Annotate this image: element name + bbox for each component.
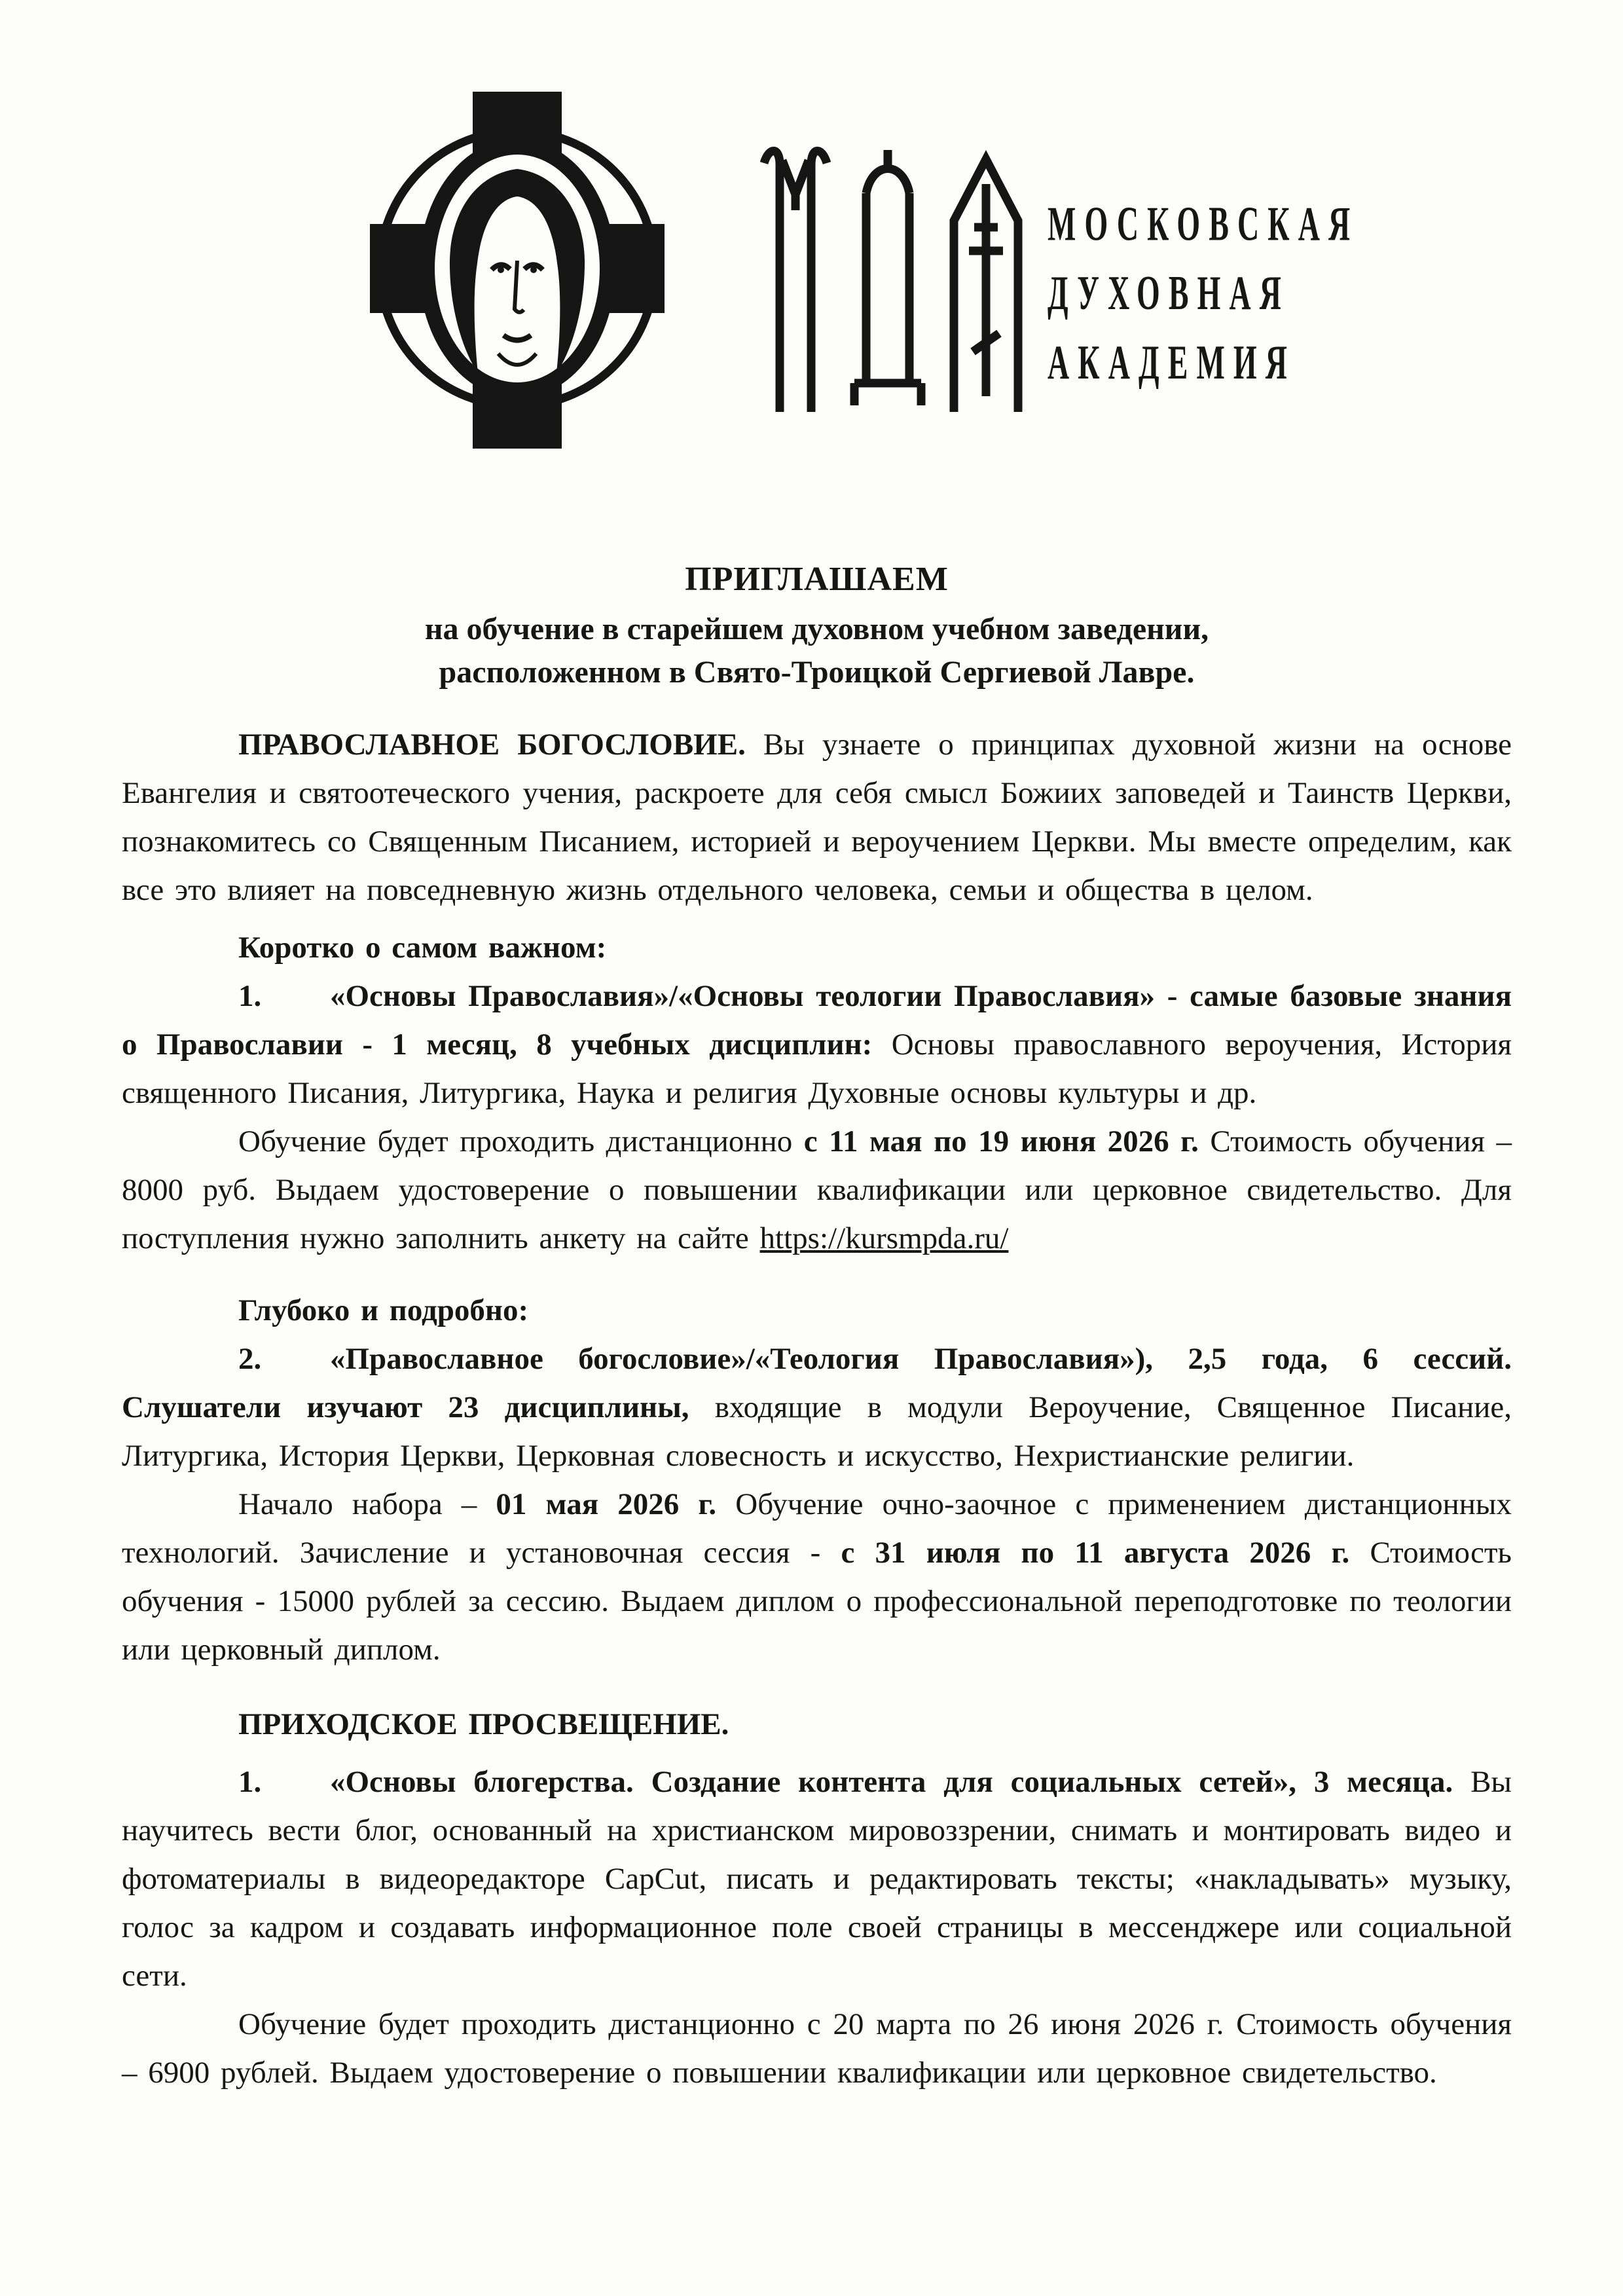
parish-heading-paragraph <box>122 1700 1512 1749</box>
course-item-2-text: входящие в модули Вероучение, Священное Писание, Литургика, История Церкви, Церковная словесность и искусство, Нехристианские религии. <box>122 1390 1512 1473</box>
course-item-2 <box>122 1335 1512 1480</box>
letter-body <box>122 560 1512 2097</box>
theology-intro-paragraph <box>122 720 1512 914</box>
org-name-line-2: ДУХОВНАЯ <box>1048 267 1290 321</box>
course-item-1-number: 1. <box>238 979 262 1013</box>
page-title: ПРИГЛАШАЕМ <box>685 561 949 598</box>
mda-logo <box>370 92 1427 449</box>
org-name-line-1: МОСКОВСКАЯ <box>1048 197 1359 251</box>
schedule-paragraph-2 <box>122 1480 1512 1674</box>
org-name <box>1048 190 1359 398</box>
parish-section-heading: ПРИХОДСКОЕ ПРОСВЕЩЕНИЕ. <box>238 1707 729 1741</box>
schedule-2-post: Стоимость обучения - 15000 рублей за сессию. Выдаем диплом о профессиональной переподготовке по теологии или церковный диплом. <box>122 1536 1512 1667</box>
theology-section-heading: ПРАВОСЛАВНОЕ БОГОСЛОВИЕ. <box>238 728 746 762</box>
kursmpda-site-link[interactable]: https://kursmpda.ru/ <box>759 1221 1009 1255</box>
course-item-1 <box>122 972 1512 1117</box>
deep-heading: Глубоко и подробно: <box>238 1293 529 1327</box>
parish-schedule-text: Обучение будет проходить дистанционно с 20 марта по 26 июня 2026 г. Стоимость обучения – 6900 рублей. Выдаем удостоверение о повышении квалификации или церковное свидетельство. <box>122 2007 1512 2090</box>
course-item-2-number: 2. <box>238 1342 262 1376</box>
parish-item-1 <box>122 1758 1512 2000</box>
parish-item-1-title: «Основы блогерства. Создание контента для социальных сетей», 3 месяца. <box>330 1765 1453 1799</box>
brief-heading-paragraph <box>122 923 1512 972</box>
theology-intro-text: Вы узнаете о принципах духовной жизни на основе Евангелия и святоотеческого учения, раскроете для себя смысл Божиих заповедей и Таинств Церкви, познакомитесь со Священным Писанием, историей и вероучением Церкви. Мы вместе определим, как все это влияет на повседневную жизнь отдельного человека, семьи и общества в целом. <box>122 728 1512 907</box>
schedule-paragraph-1 <box>122 1117 1512 1263</box>
parish-schedule-paragraph <box>122 2000 1512 2097</box>
schedule-1-dates: с 11 мая по 19 июня 2026 г. <box>803 1124 1199 1158</box>
course-item-1-text: Основы православного вероучения, История священного Писания, Литургика, Наука и религия Духовные основы культуры и др. <box>122 1028 1512 1110</box>
christ-face-cross-icon <box>370 92 665 449</box>
schedule-1-post: Стоимость обучения – 8000 руб. Выдаем удостоверение о повышении квалификации или церковное свидетельство. Для поступления нужно заполнить анкету на сайте <box>122 1124 1512 1255</box>
mda-monogram-icon <box>750 121 1031 422</box>
schedule-2-pre: Начало набора – <box>238 1487 496 1521</box>
subtitle-line-2: расположенном в Свято-Троицкой Сергиевой Лавре. <box>439 655 1195 690</box>
schedule-2-date-2: с 31 июля по 11 августа 2026 г. <box>841 1536 1350 1570</box>
deep-heading-paragraph <box>122 1286 1512 1335</box>
schedule-2-date-1: 01 мая 2026 г. <box>496 1487 717 1521</box>
course-item-2-title: «Православное богословие»/«Теология Православия»), 2,5 года, 6 сессий. Слушатели изучают 23 дисциплины, <box>122 1342 1512 1424</box>
schedule-2-mid: Обучение очно-заочное с применением дистанционных технологий. Зачисление и установочная сессия - <box>122 1487 1512 1570</box>
parish-item-1-text: Вы научитесь вести блог, основанный на христианском мировоззрении, снимать и монтировать видео и фотоматериалы в видеоредакторе CapCut, писать и редактировать тексты; «накладывать» музыку, голос за кадром и создавать информационное поле своей страницы в мессенджере или социальной сети. <box>122 1765 1512 1993</box>
brief-heading: Коротко о самом важном: <box>238 931 607 965</box>
subtitle-line-1: на обучение в старейшем духовном учебном заведении, <box>424 612 1209 646</box>
parish-item-1-number: 1. <box>238 1765 262 1799</box>
course-item-1-title: «Основы Православия»/«Основы теологии Православия» - самые базовые знания о Православии - 1 месяц, 8 учебных дисциплин: <box>122 979 1512 1062</box>
org-name-line-3: АКАДЕМИЯ <box>1048 336 1296 390</box>
letter-text <box>122 720 1512 2097</box>
schedule-1-pre: Обучение будет проходить дистанционно <box>238 1124 804 1158</box>
